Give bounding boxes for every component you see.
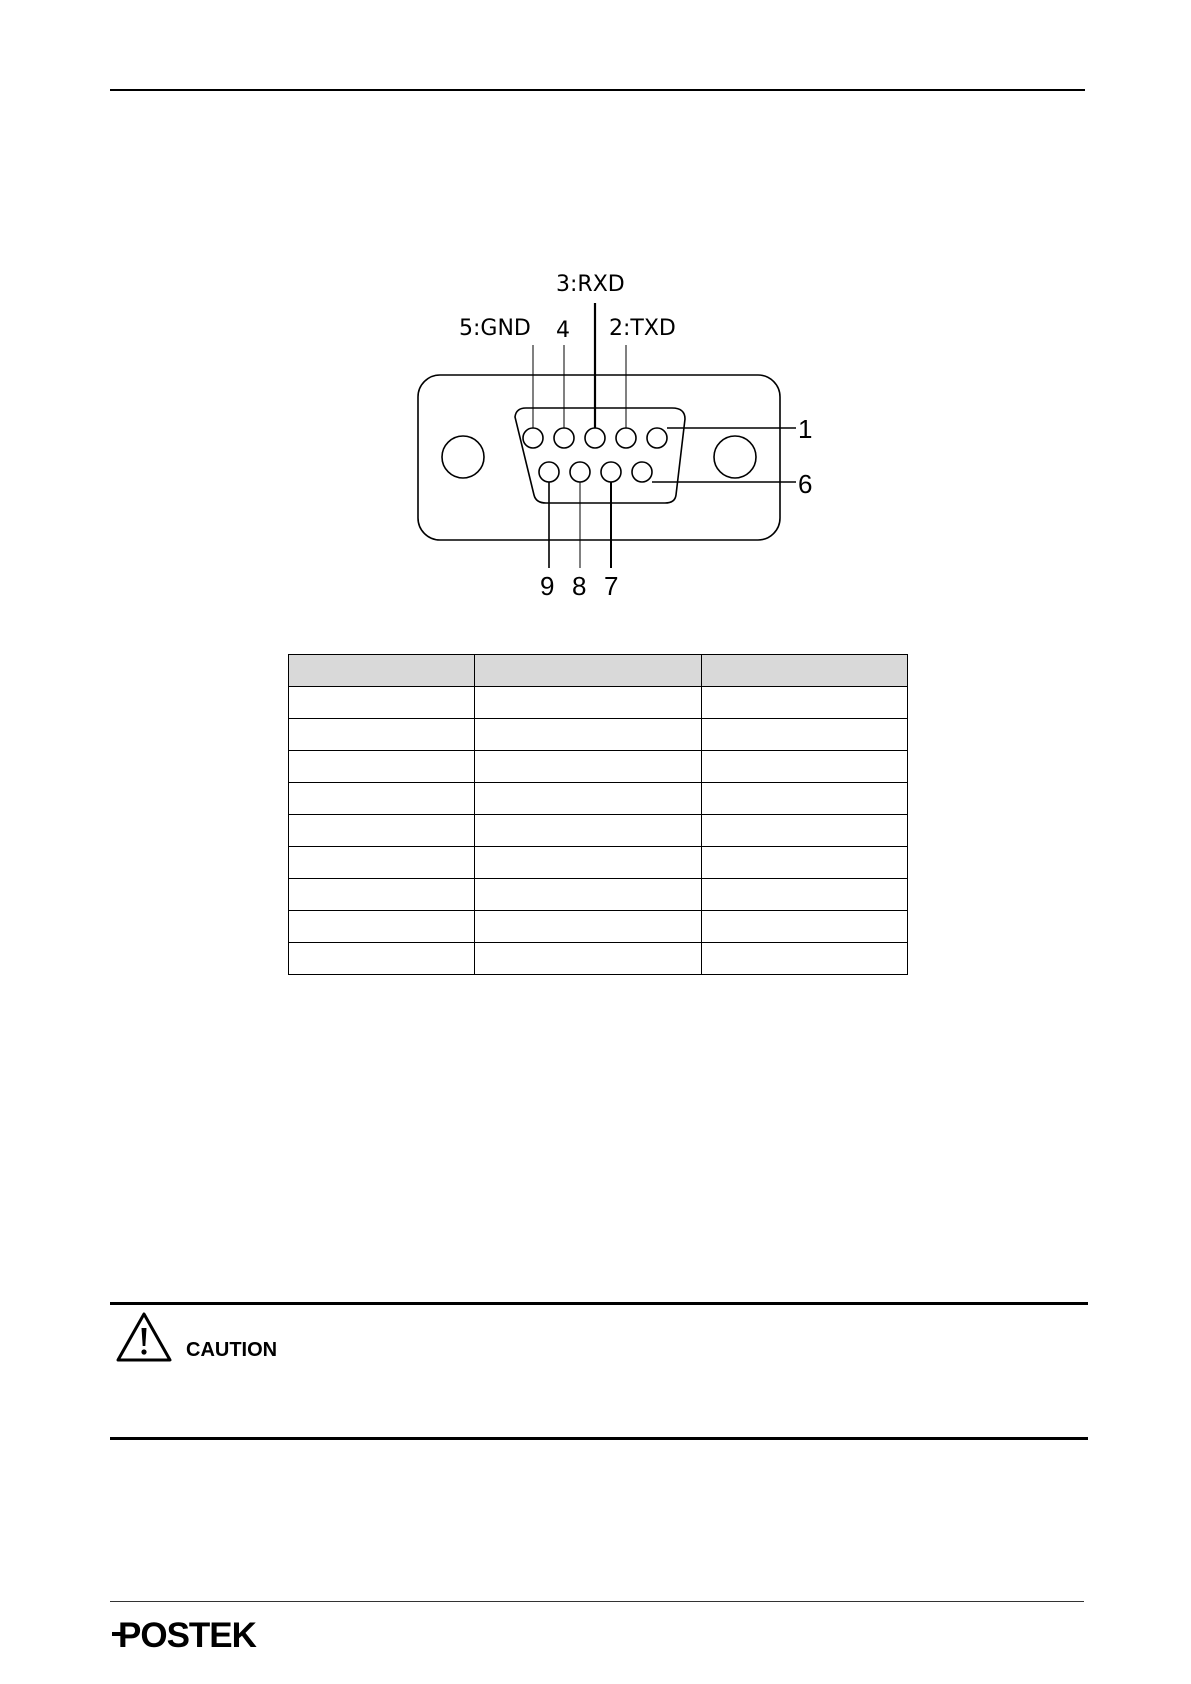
table-cell: [289, 847, 475, 879]
header-rule: [110, 89, 1085, 91]
table-cell: [475, 879, 702, 911]
table-row: [289, 783, 908, 815]
table-cell: [475, 783, 702, 815]
table-cell: [475, 687, 702, 719]
mounting-hole-right: [714, 436, 756, 478]
label-pin7: 7: [604, 571, 619, 601]
table-cell: [702, 879, 908, 911]
table-cell: [702, 687, 908, 719]
pin-9: [539, 462, 559, 482]
table-row: [289, 815, 908, 847]
table-cell: [702, 783, 908, 815]
footer-rule: [110, 1601, 1084, 1602]
table-cell: [289, 815, 475, 847]
table-cell: [702, 719, 908, 751]
label-pin4: 4: [556, 318, 570, 343]
label-pin8: 8: [572, 571, 587, 601]
connector-shell: [418, 375, 780, 540]
pin-8: [570, 462, 590, 482]
table-header-cell: [289, 655, 475, 687]
pin-1: [647, 428, 667, 448]
table-header-cell: [475, 655, 702, 687]
table-cell: [702, 815, 908, 847]
caution-top-rule: [110, 1302, 1088, 1305]
table-cell: [289, 783, 475, 815]
table-cell: [702, 911, 908, 943]
table-row: [289, 943, 908, 975]
table-cell: [702, 847, 908, 879]
table-cell: [475, 943, 702, 975]
table-cell: [289, 911, 475, 943]
label-pin3: 3:RXD: [556, 272, 625, 297]
table-cell: [289, 687, 475, 719]
label-pin5: 5:GND: [459, 316, 531, 341]
pin-assignment-table: [288, 654, 908, 975]
label-pin9: 9: [540, 571, 555, 601]
table-cell: [289, 943, 475, 975]
table-cell: [289, 751, 475, 783]
label-pin1: 1: [798, 414, 813, 444]
connector-insert: [515, 408, 685, 503]
postek-logo: [112, 1614, 272, 1654]
table-row: [289, 879, 908, 911]
table-header-cell: [702, 655, 908, 687]
caution-label: CAUTION: [186, 1339, 278, 1361]
caution-bottom-rule: [110, 1437, 1088, 1440]
table-header-row: [289, 655, 908, 687]
pin-2: [616, 428, 636, 448]
table-cell: [702, 751, 908, 783]
table-cell: [475, 911, 702, 943]
table-cell: [702, 943, 908, 975]
table-row: [289, 719, 908, 751]
table-row: [289, 687, 908, 719]
label-pin6: 6: [798, 469, 813, 499]
db9-connector-diagram: [410, 255, 850, 610]
table-row: [289, 847, 908, 879]
pin-6: [632, 462, 652, 482]
table-row: [289, 751, 908, 783]
table-row: [289, 911, 908, 943]
pin-4: [554, 428, 574, 448]
table-cell: [475, 847, 702, 879]
table-cell: [475, 751, 702, 783]
warning-triangle-icon: [115, 1311, 173, 1363]
brand-logo-text: POSTEK: [118, 1616, 256, 1654]
table-cell: [289, 879, 475, 911]
table-cell: [289, 719, 475, 751]
table-cell: [475, 815, 702, 847]
table-cell: [475, 719, 702, 751]
pin-5: [523, 428, 543, 448]
label-pin2: 2:TXD: [609, 316, 676, 341]
mounting-hole-left: [442, 436, 484, 478]
pin-7: [601, 462, 621, 482]
pin-3: [585, 428, 605, 448]
